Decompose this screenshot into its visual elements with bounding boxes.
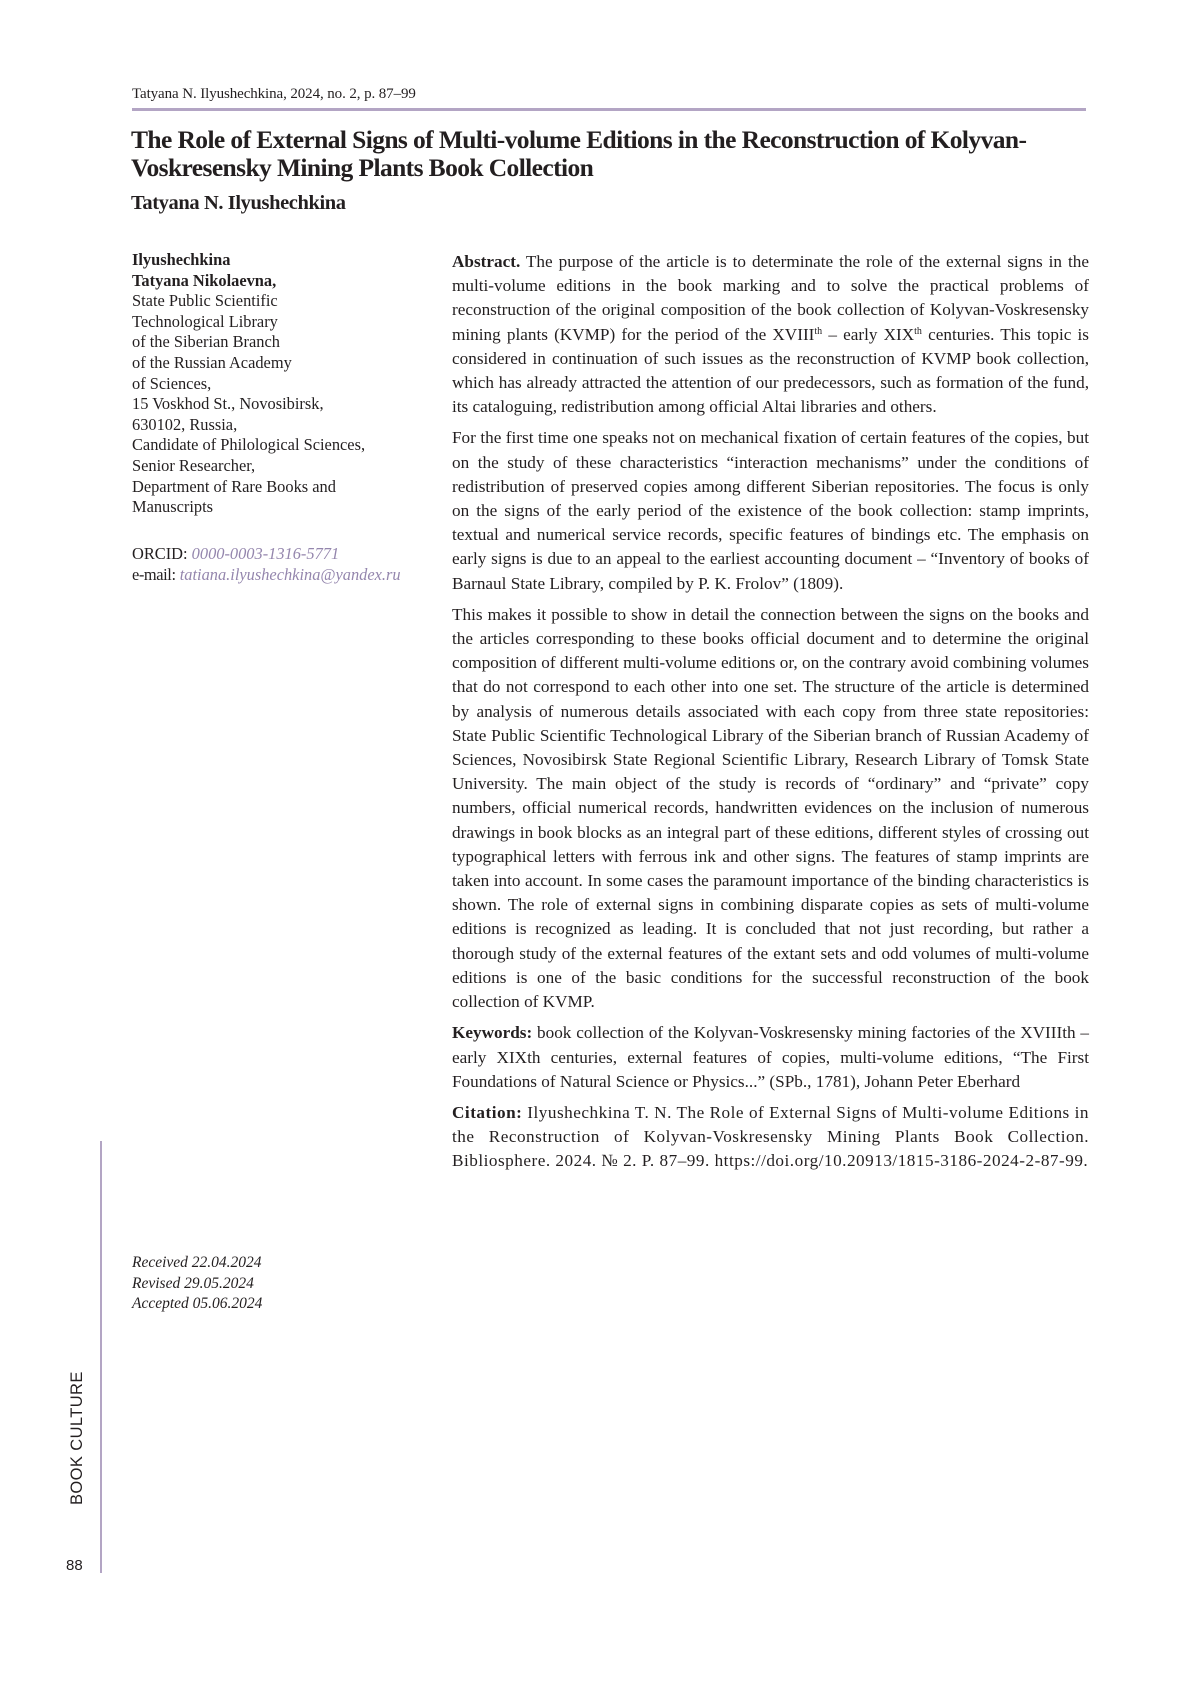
author-contacts [132, 543, 452, 585]
affiliation-line: of Sciences, [132, 373, 212, 393]
keywords-text: book collection of the Kolyvan-Voskresensky mining factories of the XVIIIth – early XIXth centuries, external features of copies, multi-volume editions, “The First Foundations of Natural Science or Physics...” (SPb., 1781), Johann Peter Eberhard [452, 1023, 1089, 1091]
running-head: Tatyana N. Ilyushechkina, 2024, no. 2, p. 87–99 [132, 86, 416, 102]
orcid-label: ORCID: [132, 544, 188, 563]
citation-text: Ilyushechkina T. N. The Role of External Signs of Multi-volume Editions in the Reconstruction of Kolyvan-Voskresensky Mining Plants Book Collection. Bibliosphere. 2024. № 2. P. 87–99. https://doi.org/10.20913/1815-3186-2024-2-87-99. [452, 1102, 1089, 1171]
page-number: 88 [66, 1557, 83, 1574]
margin-divider [100, 1141, 102, 1573]
abstract-label: Abstract. [452, 252, 521, 271]
revised-date: Revised 29.05.2024 [132, 1274, 254, 1292]
author-info [132, 250, 432, 518]
affiliation-line: Senior Researcher, [132, 455, 256, 475]
affiliation-line: Technological Library [132, 311, 278, 331]
orcid-link[interactable]: 0000-0003-1316-5771 [191, 544, 340, 563]
affiliation-line: State Public Scientific [132, 291, 278, 311]
abstract-text: The purpose of the article is to determinate the role of the external signs in the multi-volume editions in the book marking and to solve the practical problems of reconstruction of the original composition of the book collection of Kolyvan-Voskresensky mining plants (KVMP) for the period of the XVIII [452, 252, 1089, 344]
email-row [132, 564, 452, 585]
accepted-date: Accepted 05.06.2024 [132, 1295, 263, 1312]
citation-paragraph [452, 1101, 1089, 1174]
received-date: Received 22.04.2024 [132, 1254, 262, 1271]
article-author: Tatyana N. Ilyushechkina [131, 192, 346, 214]
submission-dates [132, 1253, 262, 1315]
section-label: BOOK CULTURE [68, 1371, 86, 1505]
superscript: th [914, 325, 922, 337]
affiliation-line: Department of Rare Books and [132, 476, 336, 496]
abstract-column [452, 250, 1089, 1181]
orcid-row [132, 543, 452, 564]
affiliation-line: Candidate of Philological Sciences, [132, 435, 366, 455]
abstract-paragraph-2: For the first time one speaks not on mechanical fixation of certain features of the copies, but on the study of these characteristics “interaction mechanisms” under the conditions of redistribution of preserved copies among different Siberian repositories. The focus is only on the signs of the early period of the existence of the book collection: stamp imprints, textual and numerical service records, specific features of bindings etc. The emphasis on early signs is due to an appeal to the earliest accounting document – “Inventory of books of Barnaul State Library, compiled by P. K. Frolov” (1809). [452, 428, 1089, 593]
author-surname: Ilyushechkina [132, 250, 231, 269]
affiliation-line: of the Siberian Branch [132, 332, 280, 352]
abstract-paragraph-1 [452, 250, 1089, 419]
abstract-paragraph-3: This makes it possible to show in detail the connection between the signs on the books and the articles corresponding to these books official document and to determine the original composition of different multi-volume editions or, on the contrary avoid combining volumes that do not correspond to each other into one set. The structure of the article is determined by analysis of numerous details associated with each copy from three state repositories: State Public Scientific Technological Library of the Siberian branch of Russian Academy of Sciences, Novosibirsk State Regional Scientific Library, Research Library of Tomsk State University. The main object of the study is records of “ordinary” and “private” copy numbers, official numerical records, handwritten evidences on the inclusion of numerous drawings in book blocks as an integral part of these editions, different styles of crossing out typographical letters with ferrous ink and other signs. The features of stamp imprints are taken into account. In some cases the paramount importance of the binding characteristics is shown. The role of external signs in combining disparate copies as sets of multi-volume editions is recognized as leading. It is concluded that not just recording, but rather a thorough study of the external features of the extant sets and odd volumes of multi-volume editions is one of the basic conditions for the successful reconstruction of the book collection of KVMP. [452, 604, 1089, 1012]
affiliation-line: of the Russian Academy [132, 352, 292, 372]
email-link[interactable]: tatiana.ilyushechkina@yandex.ru [179, 565, 401, 584]
affiliation-line: 630102, Russia, [132, 414, 238, 434]
keywords-paragraph [452, 1021, 1089, 1094]
abstract-text: centuries. This topic is considered in continuation of such issues as the reconstruction of KVMP book collection, which has already attracted the attention of our predecessors, such as formation of the fund, its cataloguing, redistribution among official Altai libraries and others. [452, 324, 1089, 417]
header-divider [132, 108, 1086, 111]
affiliation-line: 15 Voskhod St., Novosibirsk, [132, 394, 324, 414]
article-title: The Role of External Signs of Multi-volume Editions in the Reconstruction of Kolyvan-Voskresensky Mining Plants Book Collection [131, 125, 1027, 182]
affiliation-line: Manuscripts [132, 497, 214, 517]
keywords-label: Keywords: [452, 1023, 533, 1043]
email-label: e-mail: [132, 565, 176, 584]
author-given-names: Tatyana Nikolaevna, [132, 270, 277, 290]
superscript: th [814, 325, 823, 337]
citation-label: Citation: [452, 1102, 523, 1122]
abstract-text: – early XIX [822, 324, 915, 344]
